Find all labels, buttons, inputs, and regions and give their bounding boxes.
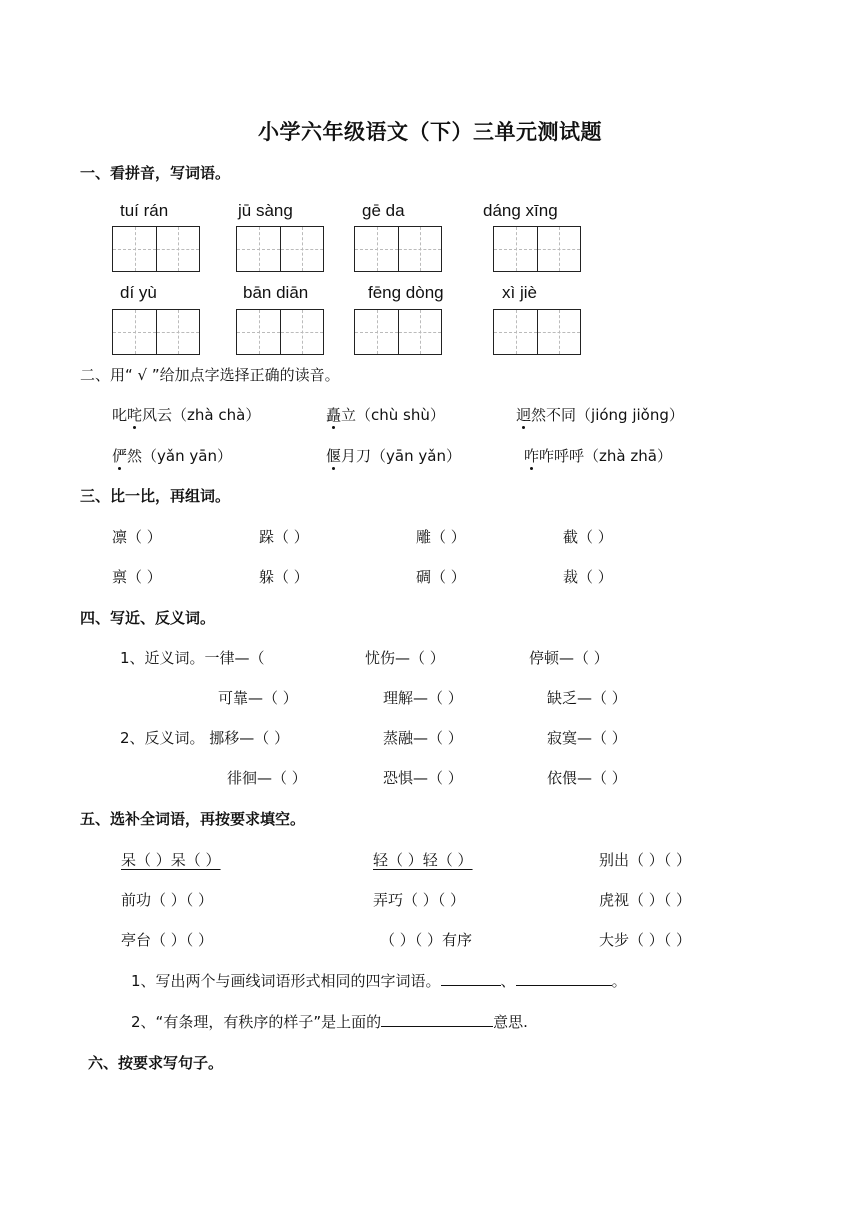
section-1-heading: 一、看拼音，写词语。 [80,164,231,182]
antonym-item: 恐惧—（ ） [383,769,463,787]
writing-grid[interactable] [112,226,200,272]
synonym-item: 1、近义词。一律—（ [120,649,265,667]
pinyin-7: fēng dòng [368,283,444,302]
antonym-item: 2、反义词。 挪移—（ ） [120,729,290,747]
pronunciation-item: 俨然（yǎn yān） [112,447,232,465]
antonym-item: 依偎—（ ） [547,769,627,787]
section-6-heading: 六、按要求写句子。 [88,1054,224,1072]
pinyin-8: xì jiè [502,283,537,302]
section-4-heading: 四、写近、反义词。 [80,609,216,627]
idiom-item: 前功（ ）（ ） [121,891,214,909]
writing-grid[interactable] [354,309,442,355]
pronunciation-item: 迥然不同（jióng jiǒng） [516,406,684,424]
pronunciation-item: 叱咤风云（zhà chà） [112,406,261,424]
idiom-item: 弄巧（ ）（ ） [373,891,466,909]
answer-blank[interactable] [381,1012,493,1027]
synonym-item: 可靠—（ ） [218,689,298,707]
writing-grid[interactable] [236,309,324,355]
antonym-item: 蒸融—（ ） [383,729,463,747]
synonym-item: 理解—（ ） [383,689,463,707]
idiom-item: 大步（ ）（ ） [599,931,692,949]
compare-item: 截（ ） [563,528,613,546]
idiom-item: 虎视（ ）（ ） [599,891,692,909]
writing-grid[interactable] [354,226,442,272]
section-2-heading: 二、用“ √ ”给加点字选择正确的读音。 [80,366,340,384]
question-2: 2、“有条理，有秩序的样子”是上面的 意思. [131,1013,528,1031]
idiom-item: 别出（ ）（ ） [599,851,692,869]
synonym-item: 缺乏—（ ） [547,689,627,707]
writing-grid[interactable] [493,309,581,355]
pronunciation-item: 咋咋呼呼（zhà zhā） [524,447,672,465]
pinyin-1: tuí rán [120,201,169,220]
pronunciation-item: 偃月刀（yān yǎn） [326,447,461,465]
compare-item: 凛（ ） [112,528,162,546]
compare-item: 禀（ ） [112,568,162,586]
antonym-item: 寂寞—（ ） [547,729,627,747]
idiom-item: 亭台（ ）（ ） [121,931,214,949]
pinyin-3: gē da [362,201,405,220]
question-1: 1、写出两个与画线词语形式相同的四字词语。 、 。 [131,972,627,990]
synonym-item: 忧伤—（ ） [365,649,445,667]
pinyin-2: jū sàng [238,201,293,220]
page-title: 小学六年级语文（下）三单元测试题 [258,120,602,144]
writing-grid[interactable] [112,309,200,355]
compare-item: 躲（ ） [259,568,309,586]
answer-blank[interactable] [441,971,501,986]
pinyin-4: dáng xīng [483,201,558,220]
pinyin-5: dí yù [120,283,157,302]
section-5-heading: 五、选补全词语，再按要求填空。 [80,810,306,828]
synonym-item: 停顿—（ ） [529,649,609,667]
writing-grid[interactable] [236,226,324,272]
idiom-underlined: 轻（ ）轻（ ） [373,851,473,869]
answer-blank[interactable] [516,971,612,986]
compare-item: 碉（ ） [416,568,466,586]
idiom-item: （ ）（ ）有序 [380,931,473,949]
writing-grid[interactable] [493,226,581,272]
idiom-underlined: 呆（ ）呆（ ） [121,851,221,869]
compare-item: 雕（ ） [416,528,466,546]
antonym-item: 徘徊—（ ） [227,769,307,787]
section-3-heading: 三、比一比，再组词。 [80,487,231,505]
compare-item: 跺（ ） [259,528,309,546]
pinyin-6: bān diān [243,283,309,302]
compare-item: 裁（ ） [563,568,613,586]
pronunciation-item: 矗立（chù shù） [326,406,445,424]
